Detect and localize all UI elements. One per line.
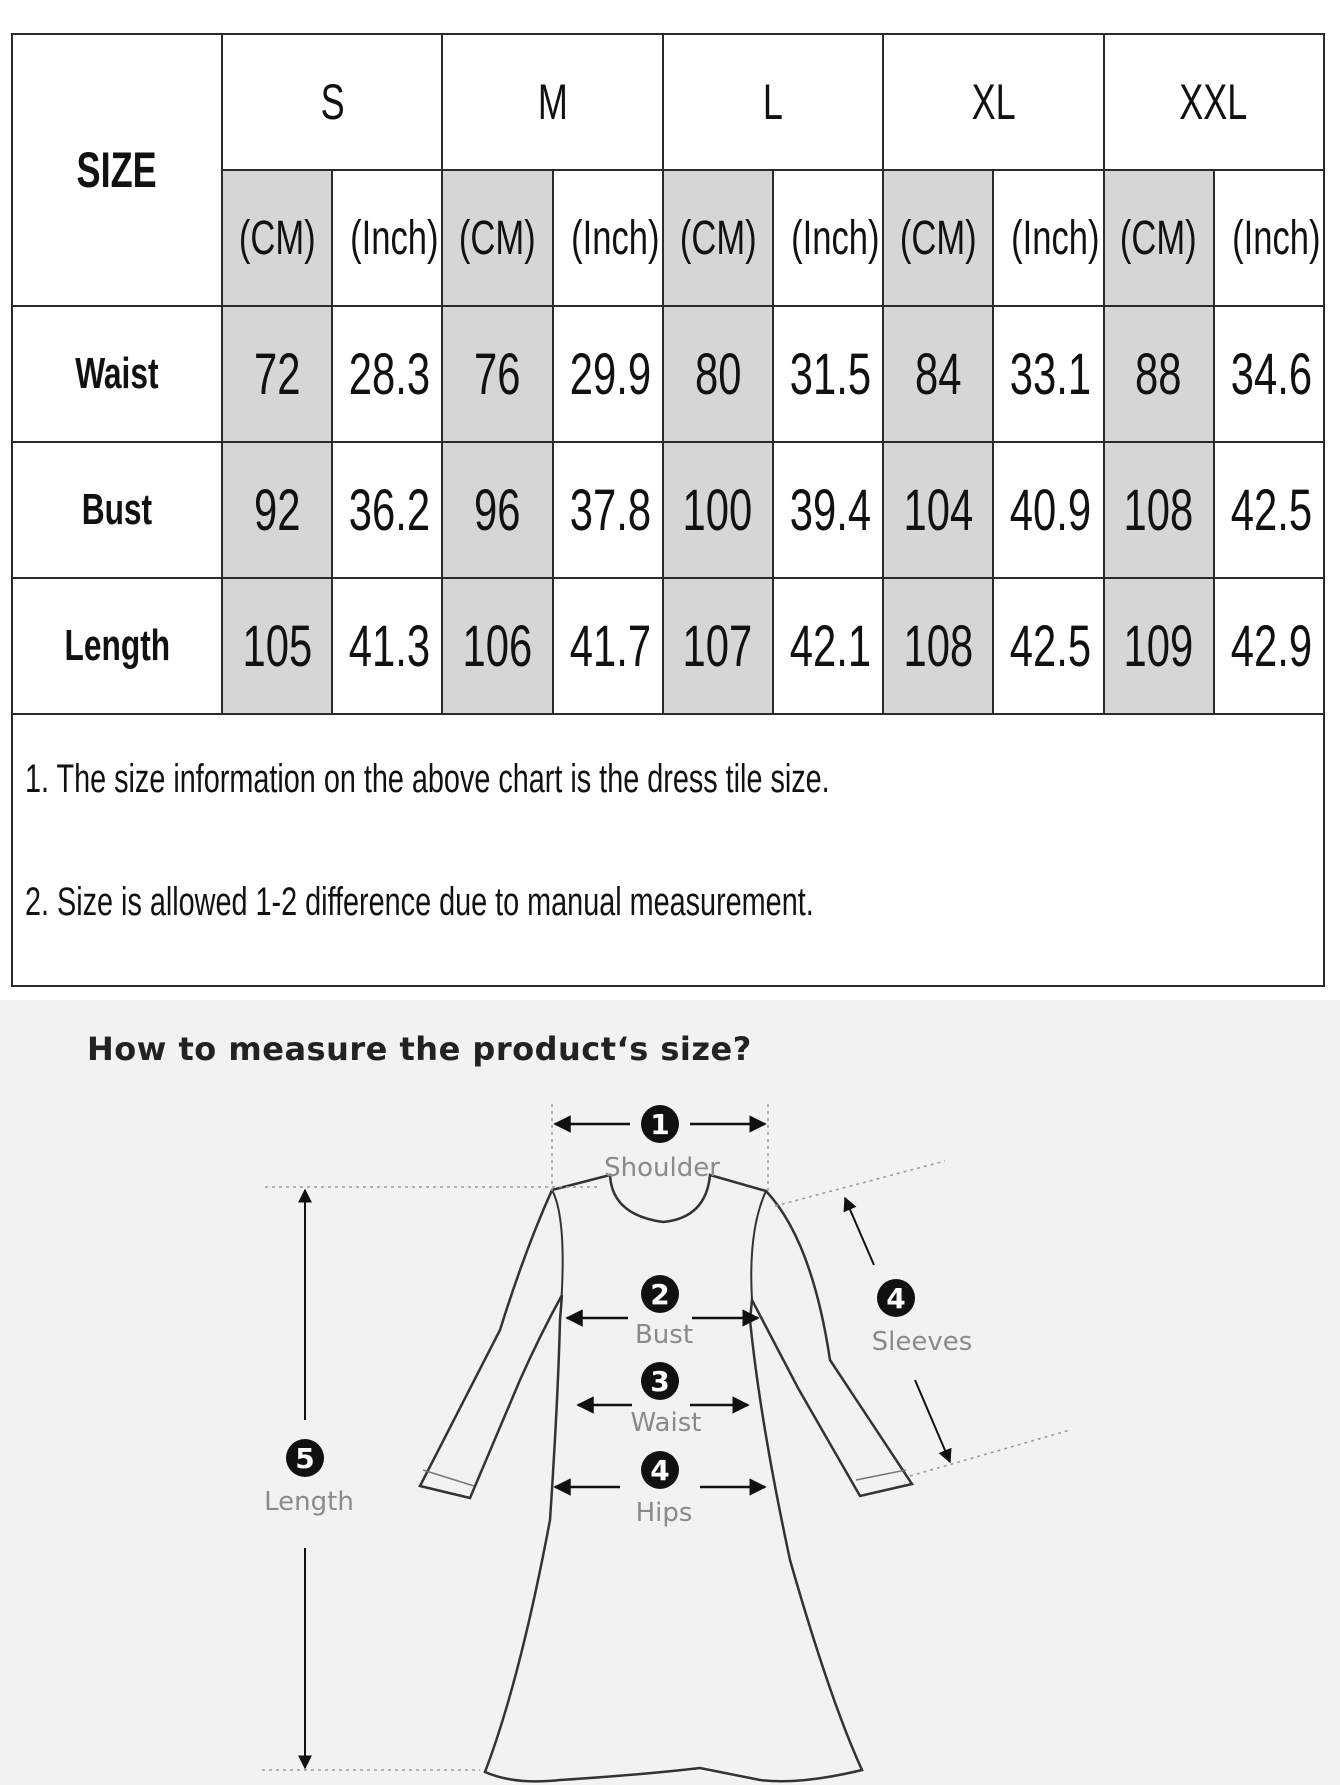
value-cell (663, 442, 773, 578)
unit-inch-label: (Inch) (1231, 211, 1321, 265)
value-cell (883, 578, 993, 714)
size-s-header (222, 34, 442, 170)
unit-cm-label: (CM) (679, 211, 757, 265)
size-s-label: S (320, 74, 345, 130)
value-cell (553, 442, 663, 578)
sleeve-guide-top (775, 1161, 945, 1206)
value: 31.5 (789, 341, 872, 407)
measure-guide-section (0, 1000, 1340, 1785)
value: 109 (1123, 613, 1194, 679)
unit-inch-cell (553, 170, 663, 306)
waist-row (12, 306, 1324, 442)
shoulder-label: Shoulder (604, 1153, 720, 1183)
value: 34.6 (1230, 341, 1312, 407)
row-label: Bust (81, 485, 153, 534)
value: 108 (1123, 477, 1194, 543)
value-cell (773, 306, 883, 442)
value: 42.1 (789, 613, 872, 679)
sleeves-arrow-bottom (915, 1380, 950, 1462)
value-cell (553, 306, 663, 442)
value: 29.9 (569, 341, 651, 407)
value: 42.9 (1230, 613, 1312, 679)
unit-cm-cell (883, 170, 993, 306)
row-label-cell (12, 578, 222, 714)
sleeves-number: 4 (886, 1282, 906, 1315)
value-cell (442, 306, 552, 442)
unit-inch-label: (Inch) (1011, 211, 1100, 265)
size-xxl-label: XXL (1179, 74, 1248, 130)
value: 96 (474, 477, 521, 543)
value-cell (773, 578, 883, 714)
value-cell (993, 306, 1103, 442)
value: 104 (903, 477, 974, 543)
value: 42.5 (1230, 477, 1312, 543)
value-cell (663, 578, 773, 714)
hips-number: 4 (650, 1454, 670, 1487)
shoulder-number: 1 (650, 1108, 670, 1141)
size-xl-label: XL (971, 74, 1016, 130)
unit-cm-label: (CM) (459, 211, 536, 265)
value-cell (1214, 442, 1324, 578)
note-2: 2. Size is allowed 1-2 difference due to manual measurement. (25, 880, 814, 924)
value-cell (883, 306, 993, 442)
value-cell (553, 578, 663, 714)
sleeves-label: Sleeves (871, 1327, 973, 1357)
value-cell (993, 442, 1103, 578)
value-cell (332, 442, 442, 578)
size-m-label: M (537, 74, 568, 130)
size-m-header (442, 34, 662, 170)
value: 84 (914, 341, 962, 407)
size-header-label: SIZE (76, 142, 158, 198)
value-cell (1104, 306, 1214, 442)
value-cell (222, 442, 332, 578)
value-cell (222, 306, 332, 442)
size-header-cell (12, 34, 222, 306)
unit-cm-label: (CM) (899, 211, 977, 265)
value: 37.8 (569, 477, 651, 543)
sleeve-guide-bottom (910, 1430, 1070, 1476)
right-cuff (856, 1470, 906, 1480)
bust-number: 2 (650, 1278, 670, 1311)
length-label: Length (264, 1487, 354, 1517)
value-cell (883, 442, 993, 578)
note-1: 1. The size information on the above chart is the dress tile size. (25, 757, 830, 801)
value: 72 (253, 341, 301, 407)
value: 80 (694, 341, 742, 407)
dress-measurement-diagram (0, 1000, 1340, 1785)
value: 36.2 (348, 477, 431, 543)
hips-label: Hips (635, 1498, 693, 1528)
unit-inch-cell (1214, 170, 1324, 306)
right-armhole-seam (751, 1191, 766, 1300)
value-cell (663, 306, 773, 442)
value-cell (773, 442, 883, 578)
sleeves-arrow-top (845, 1198, 874, 1265)
row-label-cell (12, 306, 222, 442)
value-cell (332, 578, 442, 714)
measure-guide-title: How to measure the product‘s size? (87, 1030, 752, 1068)
value: 100 (683, 477, 753, 543)
size-l-header (663, 34, 883, 170)
unit-cm-cell (1104, 170, 1214, 306)
unit-cm-label: (CM) (1120, 211, 1197, 265)
value: 39.4 (789, 477, 872, 543)
bust-label: Bust (634, 1320, 694, 1350)
value: 92 (253, 477, 301, 543)
notes-cell (12, 714, 1324, 986)
value: 106 (462, 613, 533, 679)
value: 40.9 (1010, 477, 1092, 543)
row-label-cell (12, 442, 222, 578)
unit-inch-label: (Inch) (791, 211, 880, 265)
value-cell (1214, 306, 1324, 442)
waist-number: 3 (650, 1365, 670, 1398)
left-cuff (423, 1470, 474, 1486)
value: 41.3 (348, 613, 431, 679)
length-number: 5 (295, 1442, 315, 1475)
unit-inch-label: (Inch) (350, 211, 439, 265)
value-cell (993, 578, 1103, 714)
value-cell (1104, 578, 1214, 714)
value-cell (1214, 578, 1324, 714)
row-label: Waist (75, 349, 159, 398)
value: 108 (903, 613, 974, 679)
length-row (12, 578, 1324, 714)
unit-cm-cell (222, 170, 332, 306)
value: 76 (474, 341, 521, 407)
size-name-row (12, 34, 1324, 170)
value: 42.5 (1010, 613, 1092, 679)
value-cell (442, 578, 552, 714)
value-cell (222, 578, 332, 714)
bust-row (12, 442, 1324, 578)
left-armhole-seam (552, 1190, 563, 1320)
unit-inch-cell (773, 170, 883, 306)
value-cell (442, 442, 552, 578)
value: 107 (683, 613, 753, 679)
value-cell (1104, 442, 1214, 578)
notes-row (12, 714, 1324, 986)
unit-cm-cell (442, 170, 552, 306)
waist-label: Waist (630, 1408, 702, 1438)
value: 28.3 (348, 341, 431, 407)
unit-inch-cell (993, 170, 1103, 306)
value: 88 (1135, 341, 1182, 407)
unit-cm-cell (663, 170, 773, 306)
size-xl-header (883, 34, 1103, 170)
unit-inch-label: (Inch) (570, 211, 660, 265)
value: 33.1 (1010, 341, 1092, 407)
size-xxl-header (1104, 34, 1325, 170)
row-label: Length (64, 621, 170, 670)
size-chart-table (11, 33, 1325, 987)
value-cell (332, 306, 442, 442)
value: 105 (242, 613, 312, 679)
unit-cm-label: (CM) (238, 211, 316, 265)
size-l-label: L (762, 74, 783, 130)
unit-inch-cell (332, 170, 442, 306)
value: 41.7 (569, 613, 651, 679)
